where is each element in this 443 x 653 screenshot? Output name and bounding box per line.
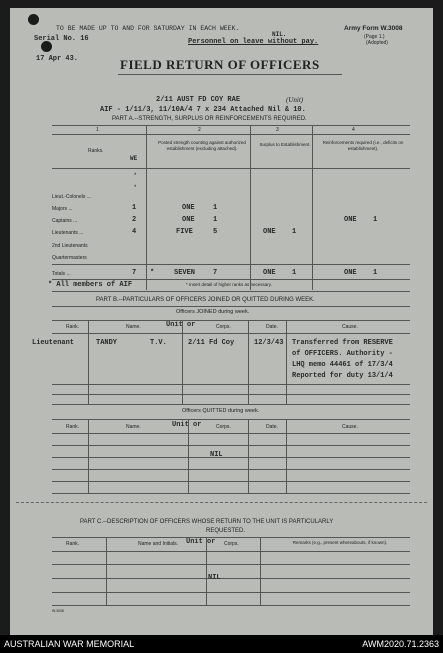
surplus-number: 1: [292, 228, 297, 236]
star-mark: *: [134, 185, 137, 191]
rank-header: Rank.: [66, 424, 80, 430]
establishment-line: AIF - 1/11/3, 11/10A/4 7 x 234 Attached Nil & 10.: [100, 106, 306, 114]
part-a-footnote: * Insert detail of higher ranks as necessary.: [186, 282, 272, 287]
unit-header: Unit or: [186, 538, 216, 546]
rank-label: Captains ...: [52, 218, 78, 224]
form-reference: Army Form W.3008: [344, 25, 403, 32]
date-header: Date.: [266, 324, 278, 330]
posted-words: ONE: [182, 204, 195, 212]
joined-unit: 2/11 Fd Coy: [188, 339, 235, 347]
leave-note: Personnel on leave without pay.: [188, 38, 319, 46]
corps-header: Corps.: [216, 424, 231, 430]
rank-header: Rank.: [66, 541, 80, 547]
column-number: 1: [96, 127, 99, 133]
we-value: 2: [132, 216, 137, 224]
instruction-text: TO BE MADE UP TO AND FOR SATURDAY IN EACH WEEK.: [56, 25, 240, 32]
part-c-title: PART C.--DESCRIPTION OF OFFICERS WHOSE RETURN TO THE UNIT IS PARTICULARLY: [80, 519, 334, 525]
posted-number: 5: [213, 228, 218, 236]
surplus-total-number: 1: [292, 269, 297, 277]
part-c-title-2: REQUESTED.: [206, 528, 246, 534]
punch-hole-icon: [28, 14, 39, 25]
remarks-header: Remarks (e.g., present whereabouts, if known).: [292, 540, 388, 545]
cause-header: Cause.: [342, 424, 358, 430]
part-a-title: PART A.--STRENGTH, SURPLUS OR REINFORCEMENTS REQUIRED.: [112, 116, 307, 122]
aif-note: * All members of AIF: [48, 281, 133, 289]
form-title: FIELD RETURN OF OFFICERS: [120, 57, 320, 72]
posted-total-number: 7: [213, 269, 218, 277]
rank-label: Quartermasters: [52, 255, 87, 261]
reinforcement-total-number: 1: [373, 269, 378, 277]
we-value: 1: [132, 204, 137, 212]
posted-total-words: SEVEN: [174, 269, 196, 277]
surplus-words: ONE: [263, 228, 276, 236]
return-date: 17 Apr 43.: [36, 55, 79, 63]
rank-label: Majors ...: [52, 206, 73, 212]
star-mark: *: [134, 173, 137, 179]
posted-words: FIVE: [176, 228, 193, 236]
ranks-we-mark: WE: [130, 155, 138, 162]
reinforcements-header: Reinforcements required (i.e., deficits on establishment).: [322, 140, 404, 151]
joined-cause-line: of OFFICERS. Authority -: [292, 350, 393, 358]
rank-label: Lieutenants ...: [52, 230, 84, 236]
archive-footer: [0, 635, 443, 653]
joined-date: 12/3/43: [254, 339, 284, 347]
joined-initials: T.V.: [150, 339, 167, 347]
we-value: 4: [132, 228, 137, 236]
leave-value: NIL.: [272, 31, 287, 38]
posted-header: Posted strength counting against authorized establishment (excluding attached).: [158, 140, 246, 151]
posted-words: ONE: [182, 216, 195, 224]
quitted-nil: NIL: [210, 451, 223, 459]
unit-header: Unit or: [166, 321, 196, 329]
rank-label: Lieut.-Colonels ...: [52, 194, 91, 200]
archive-name: AUSTRALIAN WAR MEMORIAL: [4, 639, 135, 649]
posted-number: 1: [213, 204, 218, 212]
page-reference: (Page 1.): [364, 34, 385, 40]
print-code: W.3008: [52, 609, 64, 613]
surplus-total-words: ONE: [263, 269, 276, 277]
cause-header: Cause.: [342, 324, 358, 330]
name-initials-header: Name and Initials.: [138, 541, 179, 547]
rank-header: Rank.: [66, 324, 80, 330]
form-page: [10, 8, 433, 635]
column-number: 3: [276, 127, 279, 133]
surplus-header: Surplus to Establishment.: [259, 142, 311, 147]
quitted-title: Officers QUITTED during week.: [182, 408, 260, 414]
date-header: Date.: [266, 424, 278, 430]
unit-name: 2/11 AUST FD COY RAE: [156, 96, 241, 104]
reinforcement-words: ONE: [344, 216, 357, 224]
reinforcement-number: 1: [373, 216, 378, 224]
joined-name: TANDY: [96, 339, 118, 347]
corps-header: Corps.: [216, 324, 231, 330]
unit-label: (Unit): [286, 96, 304, 104]
joined-rank: Lieutenant: [32, 339, 75, 347]
column-number: 2: [198, 127, 201, 133]
totals-label: Totals ...: [52, 271, 71, 277]
archive-reference: AWM2020.71.2363: [362, 639, 439, 649]
totals-star: *: [150, 269, 155, 277]
name-header: Name.: [126, 424, 141, 430]
ranks-header: Ranks.: [88, 148, 104, 154]
name-header: Name.: [126, 324, 141, 330]
rank-label: 2nd Lieutenants: [52, 243, 88, 249]
perforation-line: [16, 502, 427, 503]
joined-cause-line: Transferred from RESERVE: [292, 339, 393, 347]
serial-number: Serial No. 16: [34, 35, 89, 43]
joined-cause-line: LHQ memo 44461 of 17/3/4: [292, 361, 393, 369]
column-number: 4: [352, 127, 355, 133]
joined-title: Officers JOINED during week.: [176, 309, 250, 315]
unit-header: Unit or: [172, 421, 202, 429]
reinforcement-total-words: ONE: [344, 269, 357, 277]
we-total: 7: [132, 269, 137, 277]
adopted-label: (Adopted): [366, 40, 388, 46]
part-c-nil: NIL: [208, 574, 221, 582]
joined-cause-line: Reported for duty 13/1/4: [292, 372, 393, 380]
corps-header: Corps.: [224, 541, 239, 547]
part-b-title: PART B.--PARTICULARS OF OFFICERS JOINED OR QUITTED DURING WEEK.: [96, 297, 315, 303]
posted-number: 1: [213, 216, 218, 224]
